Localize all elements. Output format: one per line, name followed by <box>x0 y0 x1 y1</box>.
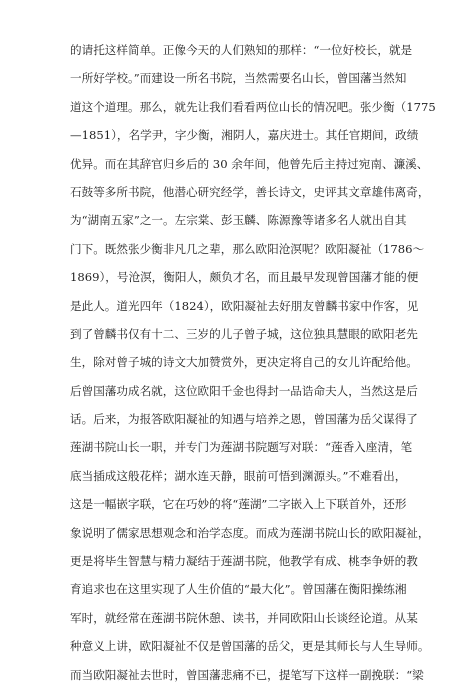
text-line: —1851），名学尹，字少衡，湘阴人，嘉庆进士。其任官期间，政绩 <box>70 128 419 143</box>
text-line: 种意义上讲，欧阳凝祉不仅是曾国藩的岳父，更是其师长与人生导师。 <box>70 639 430 654</box>
text-line: 生，除对曾子城的诗文大加赞赏外，更决定将自己的女儿许配给他。 <box>70 355 418 370</box>
text-line: 这是一幅嵌字联，它在巧妙的将“莲湖”二字嵌入上下联首外，还形 <box>70 497 407 512</box>
text-line: 象说明了儒家思想观念和治学态度。而成为莲湖书院山长的欧阳凝祉， <box>70 525 430 540</box>
text-line: 更是将毕生智慧与精力凝结于莲湖书院，他教学有成、桃李争妍的教 <box>70 554 418 569</box>
text-line: 话。后来，为报答欧阳凝祉的知遇与培养之恩，曾国藩为岳父谋得了 <box>70 412 418 427</box>
text-line: 而当欧阳凝祉去世时，曾国藩悲痛不已，提笔写下这样一副挽联：“梁 <box>70 667 424 682</box>
text-line: 一所好学校。”而建设一所名书院，当然需要名山长，曾国藩当然知 <box>70 71 407 86</box>
text-line: 石鼓等多所书院，他潜心研究经学，善长诗文，史评其文章雄伟离奇， <box>70 184 430 199</box>
text-line: 到了曾麟书仅有十二、三岁的儿子曾子城，这位独具慧眼的欧阳老先 <box>70 326 418 341</box>
text-line: 底当插成这般花样；湖水连天静，眼前可悟到渊源头。”不难看出， <box>70 468 407 483</box>
text-line: 育追求也在这里实现了人生价值的“最大化”。曾国藩在衡阳操练湘 <box>70 582 407 597</box>
text-line: 道这个道理。那么，就先让我们看看两位山长的情况吧。张少衡（1775 <box>70 99 436 114</box>
text-line: 为“湖南五家”之一。左宗棠、彭玉麟、陈源豫等诸多名人就出自其 <box>70 213 407 228</box>
text-line: 门下。既然张少衡非凡几之辈，那么欧阳沧溟呢？欧阳凝祉（1786～ <box>70 241 425 256</box>
text-line: 军时，就经常在莲湖书院休憩、读书，并同欧阳山长谈经论道。从某 <box>70 610 418 625</box>
text-line: 莲湖书院山长一职，并专门为莲湖书院题写对联：“莲香入座清，笔 <box>70 440 413 455</box>
text-line: 后曾国藩功成名就，这位欧阳千金也得封一品诰命夫人，当然这是后 <box>70 383 418 398</box>
text-line: 的请托这样简单。正像今天的人们熟知的那样：“一位好校长，就是 <box>70 43 413 57</box>
text-line: 1869），号沧溟，衡阳人，颇负才名，而且最早发现曾国藩才能的便 <box>70 270 419 285</box>
text-line: 优异。而在其辞官归乡后的 30 余年间，他曾先后主持过宛南、濂溪、 <box>70 156 429 171</box>
text-line: 是此人。道光四年（1824），欧阳凝祉去好朋友曾麟书家中作客，见 <box>70 298 419 313</box>
body-text <box>70 36 436 689</box>
